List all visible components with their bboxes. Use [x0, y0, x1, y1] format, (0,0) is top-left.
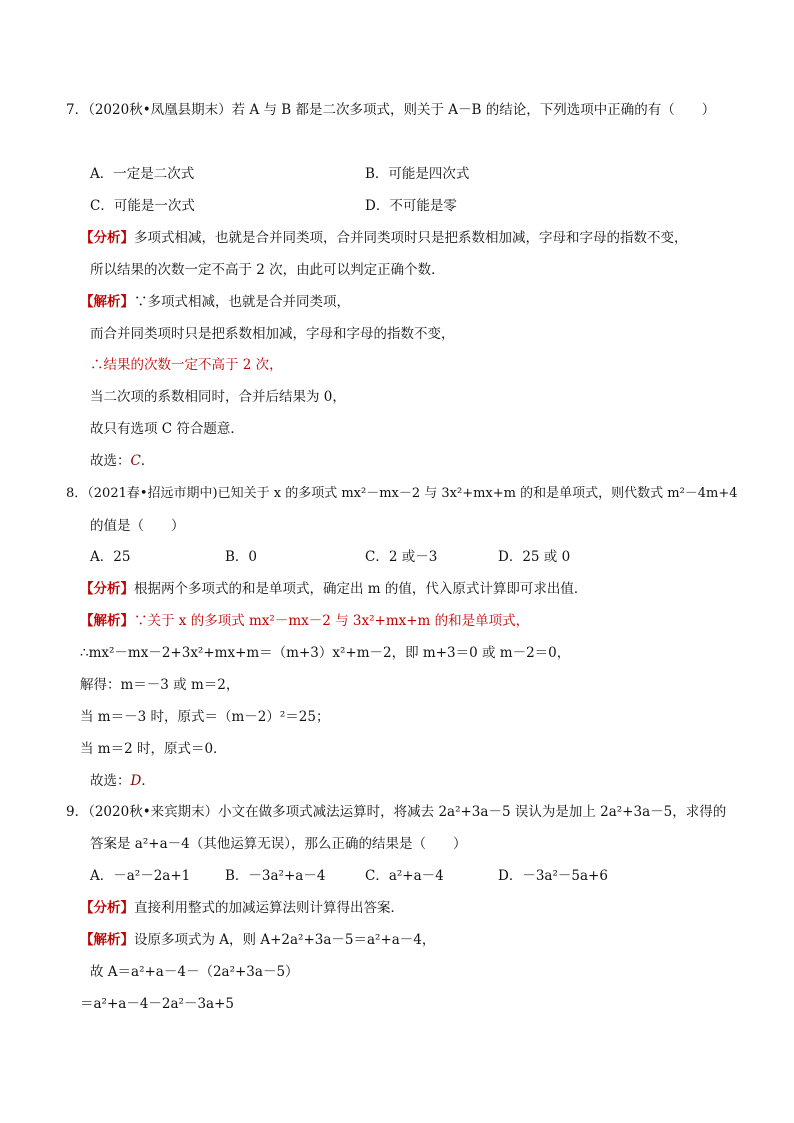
solution-tag: 【解析】 — [80, 932, 134, 948]
q8-stem-1: 8．（2021春•招远市期中)已知关于 x 的多项式 mx²－mx－2 与 3x²+mx+m 的和是单项式，则代数式 m²－4m+4 — [66, 486, 738, 501]
q8-option-c: C．2 或－3 — [365, 549, 438, 565]
q8-option-d: D．25 或 0 — [498, 549, 571, 565]
q9-solution — [80, 930, 435, 950]
q7-analysis-text-2: 所以结果的次数一定不高于 2 次，由此可以判定正确个数． — [90, 262, 445, 278]
choice-suffix: ． — [141, 773, 155, 789]
q7-solution — [80, 292, 350, 312]
q7-solution-text-3: ∴结果的次数一定不高于 2 次， — [90, 357, 283, 373]
q8-solution-text-3: 解得：m＝－3 或 m＝2， — [80, 677, 240, 693]
q8-solution-text-2: ∴mx²－mx－2+3x²+mx+m＝（m+3）x²+m－2，即 m+3＝0 或 m－2＝0， — [80, 645, 571, 661]
q9-option-a: A．－a²－2a+1 — [90, 868, 191, 884]
choice-suffix: ． — [140, 453, 155, 469]
q8-analysis-text-1: 根据两个多项式的和是单项式，确定出 m 的值，代入原式计算即可求出值． — [134, 581, 588, 597]
q8-solution-text-1: ∵关于 x 的多项式 mx²－mx－2 与 3x²+mx+m 的和是单项式， — [134, 613, 530, 629]
q7-stem: 7．（2020秋•凤凰县期末）若 A 与 B 都是二次多项式，则关于 A－B 的结论，下列选项中正确的有（ ） — [66, 102, 716, 118]
analysis-tag: 【分析】 — [80, 581, 134, 597]
q8-option-b: B．0 — [225, 549, 258, 565]
q7-option-a: A．一定是二次式 — [90, 166, 195, 182]
q7-solution-text-5: 故只有选项 C 符合题意． — [90, 421, 244, 437]
q8-solution-text-5: 当 m＝2 时，原式＝0． — [80, 741, 227, 757]
choice-answer: D — [130, 773, 142, 789]
q9-option-b: B．－3a²+a－4 — [225, 868, 326, 884]
q7-option-c: C．可能是一次式 — [90, 198, 195, 214]
q7-analysis — [80, 228, 688, 248]
q7-option-b: B．可能是四次式 — [365, 166, 470, 182]
q7-choice — [90, 451, 154, 471]
choice-answer: C — [130, 453, 141, 469]
q9-option-c: C．a²+a－4 — [365, 868, 444, 884]
q7-option-d: D．不可能是零 — [365, 198, 457, 214]
q9-analysis-text-1: 直接利用整式的加减运算法则计算得出答案． — [134, 900, 404, 916]
q7-analysis-text-1: 多项式相减，也就是合并同类项，合并同类项时只是把系数相加减，字母和字母的指数不变， — [134, 230, 688, 246]
q8-analysis — [80, 579, 587, 599]
choice-prefix: 故选： — [90, 773, 131, 789]
q8-stem-2: 的值是（ ） — [90, 518, 185, 534]
solution-tag: 【解析】 — [80, 294, 134, 310]
analysis-tag: 【分析】 — [80, 230, 134, 246]
q7-solution-text-2: 而合并同类项时只是把系数相加减，字母和字母的指数不变， — [90, 326, 455, 342]
q8-option-a: A．25 — [90, 549, 131, 565]
q9-solution-text-1: 设原多项式为 A，则 A+2a²+3a－5＝a²+a－4， — [134, 932, 436, 948]
q7-solution-text-4: 当二次项的系数相同时，合并后结果为 0， — [90, 389, 346, 405]
q9-solution-text-3: ＝a²+a－4－2a²－3a+5 — [80, 996, 234, 1012]
q7-solution-text-1: ∵多项式相减，也就是合并同类项， — [134, 294, 350, 310]
q8-solution-text-4: 当 m＝－3 时，原式＝（m－2）²＝25； — [80, 709, 330, 725]
q8-choice — [90, 771, 155, 791]
choice-prefix: 故选： — [90, 453, 131, 469]
q9-analysis — [80, 898, 404, 918]
analysis-tag: 【分析】 — [80, 900, 134, 916]
q8-solution — [80, 611, 529, 631]
q9-stem-1: 9．（2020秋•来宾期末）小文在做多项式减法运算时，将减去 2a²+3a－5 误认为是加上 2a²+3a－5，求得的 — [66, 804, 727, 820]
solution-tag: 【解析】 — [80, 613, 134, 629]
q9-solution-text-2: 故 A＝a²+a－4－（2a²+3a－5） — [90, 964, 299, 980]
q9-option-d: D．－3a²－5a+6 — [498, 868, 608, 884]
q9-stem-2: 答案是 a²+a－4（其他运算无误），那么正确的结果是（ ） — [90, 836, 467, 852]
